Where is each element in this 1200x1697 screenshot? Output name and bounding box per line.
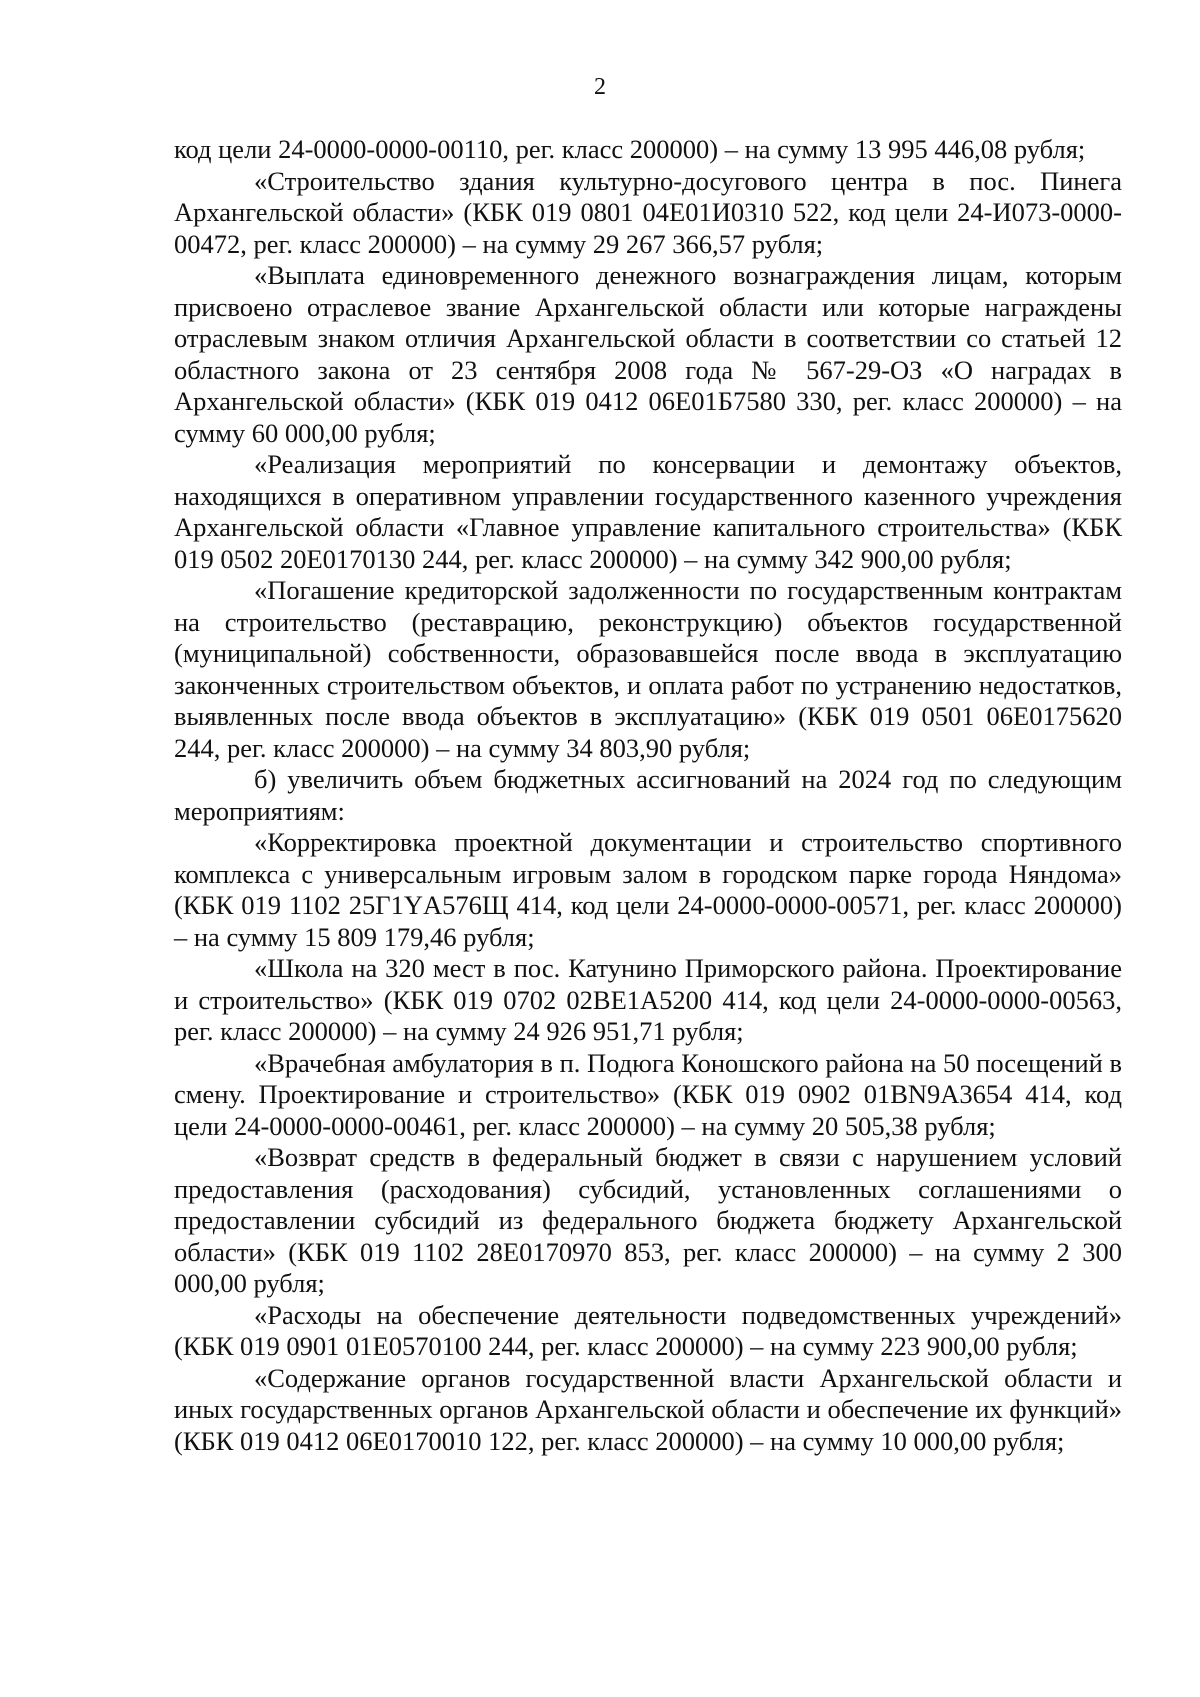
paragraph: «Реализация мероприятий по консервации и демонтажу объектов, находящихся в оперативном управлении государственного казенного учреждения Архангельской области «Главное управление капитального строительства» (КБК 019 0502 20Е0170130 244, рег. класс 200000) – на сумму 342 900,00 рубля;	[174, 449, 1122, 574]
paragraph: «Школа на 320 мест в пос. Катунино Приморского района. Проектирование и строительство» (КБК 019 0702 02ВЕ1А5200 414, код цели 24-0000-0000-00563, рег. класс 200000) – на сумму 24 926 951,71 рубля;	[174, 953, 1122, 1046]
paragraph: «Строительство здания культурно-досугового центра в пос. Пинега Архангельской области» (КБК 019 0801 04Е01И0310 522, код цели 24-И073-0000-00472, рег. класс 200000) – на сумму 29 267 366,57 рубля;	[174, 165, 1122, 259]
paragraph: «Выплата единовременного денежного вознаграждения лицам, которым присвоено отраслевое звание Архангельской области или которые награждены отраслевым знаком отличия Архангельской области в соответствии со статьей 12 областного закона от 23 сентября 2008 года № 567-29-ОЗ «О наградах в Архангельской области» (КБК 019 0412 06Е01Б7580 330, рег. класс 200000) – на сумму 60 000,00 рубля;	[174, 260, 1122, 448]
paragraph: б) увеличить объем бюджетных ассигнований на 2024 год по следующим мероприятиям:	[174, 764, 1122, 826]
paragraph: «Возврат средств в федеральный бюджет в связи с нарушением условий предоставления (расходования) субсидий, установленных соглашениями о предоставлении субсидий из федерального бюджета бюджету Архангельской области» (КБК 019 1102 28Е0170970 853, рег. класс 200000) – на сумму 2 300 000,00 рубля;	[174, 1142, 1122, 1298]
paragraph: «Корректировка проектной документации и строительство спортивного комплекса с универсальным игровым залом в городском парке города Няндома» (КБК 019 1102 25Г1YА576Щ 414, код цели 24-0000-0000-00571, рег. класс 200000) – на сумму 15 809 179,46 рубля;	[174, 827, 1122, 952]
paragraph: код цели 24-0000-0000-00110, рег. класс 200000) – на сумму 13 995 446,08 рубля;	[174, 134, 1086, 164]
paragraph: «Содержание органов государственной власти Архангельской области и иных государственных органов Архангельской области и обеспечение их функций» (КБК 019 0412 06Е0170010 122, рег. класс 200000) – на сумму 10 000,00 рубля;	[174, 1362, 1122, 1456]
paragraph: «Врачебная амбулатория в п. Подюга Коношского района на 50 посещений в смену. Проектирование и строительство» (КБК 019 0902 01BN9А3654 414, код цели 24-0000-0000-00461, рег. класс 200000) – на сумму 20 505,38 рубля;	[174, 1047, 1122, 1141]
paragraph: «Погашение кредиторской задолженности по государственным контрактам на строительство (реставрацию, реконструкцию) объектов государственной (муниципальной) собственности, образовавшейся после ввода в эксплуатацию законченных строительством объектов, и оплата работ по устранению недостатков, выявленных после ввода объектов в эксплуатацию» (КБК 019 0501 06Е0175620 244, рег. класс 200000) – на сумму 34 803,90 рубля;	[174, 575, 1122, 763]
page-number: 2	[594, 74, 606, 100]
document-body	[174, 134, 1122, 1457]
paragraph: «Расходы на обеспечение деятельности подведомственных учреждений» (КБК 019 0901 01Е0570100 244, рег. класс 200000) – на сумму 223 900,00 рубля;	[174, 1299, 1122, 1361]
